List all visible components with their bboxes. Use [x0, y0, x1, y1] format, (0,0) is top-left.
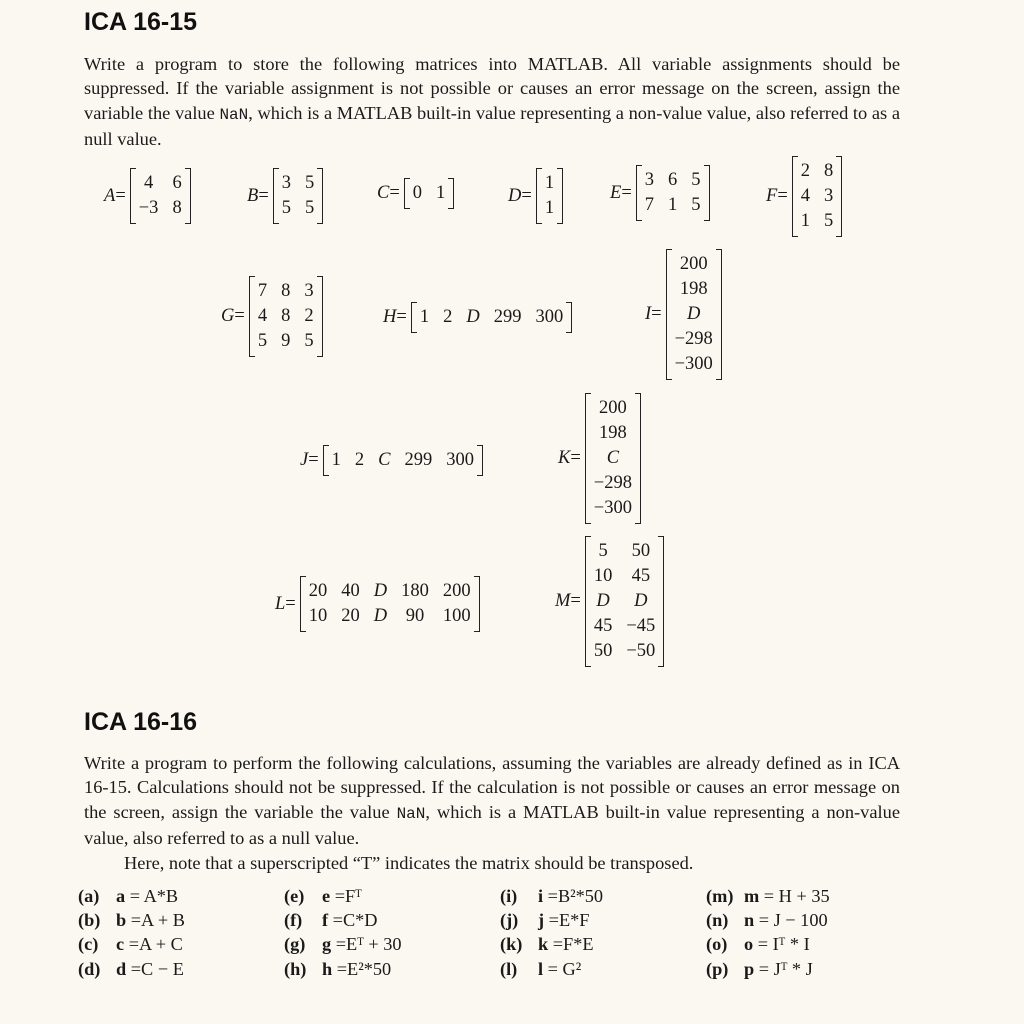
matrix-cell: 3: [281, 173, 291, 193]
exercise-label: (a): [78, 886, 100, 906]
matrix-name: M: [555, 591, 571, 611]
exercise-label: (d): [78, 958, 101, 979]
matrix-cell: −300: [593, 498, 632, 518]
exercise-label: (c): [78, 934, 99, 955]
matrix-name: J: [300, 450, 309, 470]
exercise-variable: m: [744, 886, 760, 906]
exercise-item: [706, 957, 830, 981]
matrix-cell: 0: [412, 183, 423, 203]
matrix-H: H = 1 2 D 299 300: [383, 302, 576, 333]
matrix-cell: 4: [800, 186, 810, 206]
exercise-variable: c: [116, 934, 125, 955]
matrix-cell: 20: [341, 606, 360, 626]
matrix-I: I = 200 198 D −298 −300: [645, 249, 726, 380]
matrix-cell: 5: [305, 198, 315, 218]
matrix-cell: −45: [626, 616, 656, 636]
matrix-L: L = 20 40 D 180 200 10 20 D 90 100: [275, 576, 484, 632]
exercise-item: [500, 932, 603, 956]
matrix-G: G = 7 8 3 4 8 2 5 9 5: [221, 276, 327, 357]
matrix-cell: −298: [674, 329, 713, 349]
exercise-expression: = Iᵀ * I: [753, 934, 810, 955]
matrix-cell: D: [687, 304, 701, 324]
matrix-cell: 2: [354, 450, 365, 470]
matrix-cell: 10: [308, 606, 328, 626]
exercise-label: (g): [284, 934, 306, 955]
matrix-name: B: [247, 185, 259, 206]
matrix-cell: 7: [257, 281, 268, 301]
matrix-cell: 5: [281, 198, 291, 218]
matrix-C: C = 0 1: [377, 178, 458, 209]
matrix-cell: 5: [257, 331, 268, 351]
matrix-D: D = 1 1: [508, 168, 567, 224]
instructions-text-cont: , which is a MATLAB built-in value representing a non-value value, also referred to as a null value.: [84, 801, 900, 849]
matrix-cell: 6: [668, 170, 678, 190]
exercise-item: [706, 932, 830, 956]
matrix-cell: 5: [824, 211, 834, 231]
matrix-cell: 20: [308, 581, 328, 601]
exercise-expression: =A + B: [126, 910, 185, 931]
matrix-name: C: [377, 183, 390, 203]
exercise-expression: =C*D: [328, 910, 378, 931]
exercise-column-4: [706, 884, 830, 981]
matrix-cell: 10: [593, 566, 613, 586]
exercise-label: (i): [500, 886, 518, 906]
ica-16-15-instructions: [84, 52, 900, 152]
matrix-cell: 40: [341, 581, 360, 601]
exercise-label: (b): [78, 910, 101, 931]
exercise-variable: n: [744, 910, 755, 931]
exercise-item: [284, 884, 402, 908]
exercise-expression: =E²*50: [332, 958, 392, 979]
instructions-text: Write a program to store the following matrices into MATLAB. All variable assignments should be suppressed. If the variable assignment is not possible or causes an error message on the screen, assign the variable the value: [84, 54, 900, 123]
exercise-expression: =E*F: [544, 910, 590, 931]
ica-16-16-instructions: [84, 751, 900, 875]
exercise-variable: b: [116, 910, 127, 931]
exercise-variable: h: [322, 958, 333, 979]
matrix-name: L: [275, 593, 286, 614]
exercise-expression: = G²: [543, 958, 582, 979]
ica-16-15-heading: ICA 16-15: [84, 8, 198, 36]
matrix-cell: 5: [304, 331, 314, 351]
matrix-cell: 3: [304, 281, 314, 301]
exercise-expression: = Jᵀ * J: [754, 958, 813, 979]
matrix-cell: D: [466, 307, 480, 327]
nan-code: NaN: [396, 804, 426, 823]
matrix-cell: 300: [535, 307, 564, 327]
matrix-cell: 5: [691, 195, 701, 215]
matrix-cell: 200: [679, 254, 708, 274]
exercise-variable: p: [744, 958, 755, 979]
matrix-cell: 45: [593, 616, 613, 636]
matrix-cell: 50: [631, 541, 651, 561]
matrix-body: [585, 536, 664, 667]
matrix-body: [411, 302, 572, 333]
matrix-body: [585, 393, 641, 524]
exercise-item: [78, 884, 185, 908]
exercise-variable: f: [322, 910, 329, 931]
matrix-cell: 1: [668, 195, 678, 215]
transpose-note: Here, note that a superscripted “T” indicates the matrix should be transposed.: [124, 852, 694, 873]
matrix-body: [636, 165, 710, 221]
matrix-cell: D: [634, 591, 648, 611]
exercise-variable: a: [116, 886, 126, 906]
matrix-cell: 1: [800, 211, 810, 231]
matrix-cell: −50: [626, 641, 656, 661]
matrix-cell: 4: [143, 173, 154, 193]
exercise-label: (f): [284, 910, 303, 931]
matrix-A: A = 4 6 −3 8: [104, 168, 195, 224]
exercise-variable: i: [538, 886, 544, 906]
matrix-cell: 2: [443, 307, 453, 327]
exercise-column-3: [500, 884, 603, 981]
exercise-label: (p): [706, 958, 729, 979]
exercise-label: (l): [500, 958, 518, 979]
exercise-expression: =A + C: [124, 934, 183, 955]
exercise-label: (e): [284, 886, 305, 906]
exercise-variable: j: [538, 910, 545, 931]
matrix-name: A: [104, 185, 116, 206]
exercise-item: [284, 932, 402, 956]
exercise-column-1: [78, 884, 185, 981]
matrix-cell: 4: [257, 306, 268, 326]
matrix-cell: 3: [644, 170, 654, 190]
matrix-name: E: [610, 182, 622, 203]
exercise-variable: e: [322, 886, 331, 906]
matrix-cell: 180: [401, 581, 429, 601]
matrix-cell: 8: [172, 198, 182, 218]
exercise-item: [500, 884, 603, 908]
matrix-cell: 90: [405, 606, 425, 626]
matrix-body: [323, 445, 483, 476]
matrix-cell: D: [373, 606, 388, 626]
matrix-cell: 5: [598, 541, 608, 561]
exercise-label: (j): [500, 910, 519, 931]
matrix-cell: −3: [138, 198, 159, 218]
matrix-name: G: [221, 306, 235, 326]
exercise-item: [500, 908, 603, 932]
exercise-label: (h): [284, 958, 307, 979]
exercise-label: (n): [706, 910, 729, 931]
matrix-body: [300, 576, 480, 632]
matrix-cell: 5: [305, 173, 315, 193]
exercise-item: [284, 957, 402, 981]
matrix-cell: 8: [824, 161, 834, 181]
matrix-cell: 299: [404, 450, 433, 470]
matrix-cell: 50: [593, 641, 613, 661]
matrix-body: [536, 168, 563, 224]
matrix-cell: C: [378, 450, 391, 470]
matrix-body: [666, 249, 722, 380]
exercise-expression: =Fᵀ: [330, 886, 362, 906]
matrix-cell: 8: [281, 281, 291, 301]
matrix-E: E = 3 6 5 7 1 5: [610, 165, 714, 221]
matrix-cell: C: [606, 448, 620, 468]
exercise-variable: o: [744, 934, 754, 955]
matrix-cell: 7: [644, 195, 654, 215]
matrix-cell: 45: [631, 566, 651, 586]
matrix-body: [273, 168, 324, 224]
exercise-item: [78, 908, 185, 932]
matrix-cell: 2: [800, 161, 810, 181]
exercise-label: (k): [500, 934, 523, 955]
matrix-cell: 6: [172, 173, 182, 193]
exercise-label: (m): [706, 886, 734, 906]
instructions-text-cont: , which is a MATLAB built-in value representing a non-value value, also referred to as a null value.: [84, 102, 900, 150]
matrix-body: [792, 156, 843, 237]
matrix-cell: −300: [674, 354, 713, 374]
matrix-cell: 200: [599, 398, 627, 418]
exercise-expression: =F*E: [548, 934, 594, 955]
matrix-body: [249, 276, 323, 357]
matrix-name: D: [508, 185, 522, 206]
matrix-J: J = 1 2 C 299 300: [300, 445, 487, 476]
exercise-item: [78, 932, 185, 956]
exercise-expression: =B²*50: [543, 886, 604, 906]
matrix-cell: 1: [544, 173, 555, 193]
exercise-variable: d: [116, 958, 127, 979]
exercise-item: [706, 908, 830, 932]
matrix-cell: 1: [436, 183, 446, 203]
matrix-cell: 2: [304, 306, 314, 326]
matrix-cell: 3: [824, 186, 834, 206]
exercise-expression: = J − 100: [754, 910, 828, 931]
matrix-cell: 8: [281, 306, 291, 326]
matrix-cell: 5: [691, 170, 701, 190]
matrix-K: K = 200 198 C −298 −300: [558, 393, 645, 524]
matrix-cell: 299: [493, 307, 522, 327]
matrix-cell: −298: [593, 473, 632, 493]
exercise-item: [500, 957, 603, 981]
nan-code: NaN: [219, 105, 249, 124]
exercise-expression: = A*B: [125, 886, 179, 906]
exercise-item: [284, 908, 402, 932]
ica-16-16-heading: ICA 16-16: [84, 708, 198, 736]
exercise-item: [78, 957, 185, 981]
matrix-M: M = 5 50 10 45 D D 45 −45 50 −50: [555, 536, 668, 667]
instructions-text: Write a program to perform the following calculations, assuming the variables are already defined as in ICA 16-15. Calculations should not be suppressed. If the calculation is not possible or causes an error message on the screen, assign the variable the value: [84, 753, 900, 822]
exercise-expression: =C − E: [126, 958, 184, 979]
matrix-cell: 1: [419, 307, 430, 327]
exercise-column-2: [284, 884, 402, 981]
exercise-item: [706, 884, 830, 908]
exercise-variable: k: [538, 934, 549, 955]
matrix-cell: 200: [442, 581, 471, 601]
matrix-cell: D: [596, 591, 610, 611]
matrix-cell: 198: [679, 279, 708, 299]
matrix-cell: 100: [442, 606, 471, 626]
matrix-name: K: [558, 448, 571, 468]
exercise-variable: g: [322, 934, 332, 955]
matrix-cell: 1: [544, 198, 555, 218]
exercise-label: (o): [706, 934, 728, 955]
matrix-B: B = 3 5 5 5: [247, 168, 327, 224]
matrix-cell: 300: [446, 450, 474, 470]
matrix-body: [130, 168, 191, 224]
exercise-expression: =Eᵀ + 30: [331, 934, 402, 955]
matrix-name: F: [766, 186, 778, 206]
matrix-cell: 9: [281, 331, 291, 351]
matrix-cell: D: [373, 581, 388, 601]
matrix-name: I: [645, 304, 652, 324]
exercise-variable: l: [538, 958, 544, 979]
exercise-expression: = H + 35: [759, 886, 830, 906]
matrix-F: F = 2 8 4 3 1 5: [766, 156, 846, 237]
matrix-name: H: [383, 307, 397, 327]
matrix-body: [404, 178, 455, 209]
matrix-cell: 198: [599, 423, 627, 443]
matrix-cell: 1: [331, 450, 341, 470]
